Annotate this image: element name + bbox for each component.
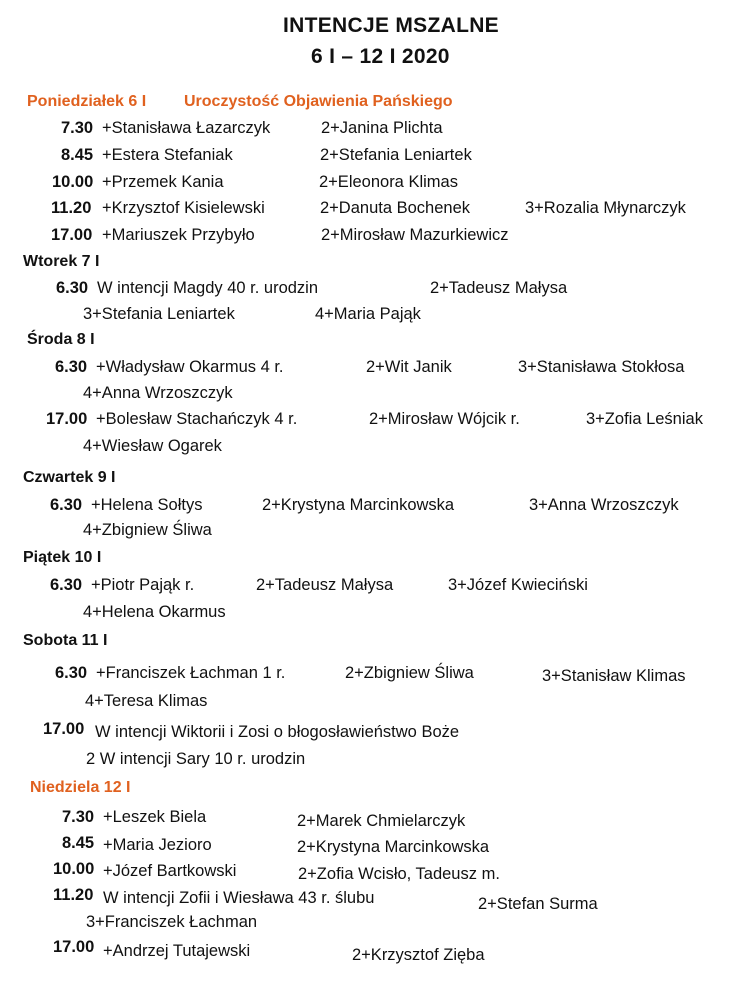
intention: 4+Teresa Klimas [85, 692, 208, 710]
mass-time: 8.45 [61, 146, 94, 164]
intention: +Władysław Okarmus 4 r. [96, 358, 284, 376]
intention: +Leszek Biela [103, 808, 207, 826]
intention: +Stanisława Łazarczyk [102, 119, 271, 137]
day-heading-sunday: Niedziela 12 I [30, 779, 131, 796]
intention: 3+Stanisława Stokłosa [518, 358, 685, 376]
intention: 2+Tadeusz Małysa [430, 279, 568, 297]
intention: 3+Franciszek Łachman [86, 913, 258, 931]
intention: 3+Zofia Leśniak [586, 410, 703, 428]
mass-time: 17.00 [46, 410, 88, 428]
mass-time: 6.30 [55, 664, 88, 682]
intention: +Piotr Pająk r. [91, 576, 195, 594]
intention: 3+Rozalia Młynarczyk [525, 199, 686, 217]
date-range: 6 I – 12 I 2020 [311, 45, 450, 68]
intention: +Helena Sołtys [91, 496, 203, 514]
mass-time: 8.45 [62, 834, 95, 852]
day-heading-thursday: Czwartek 9 I [23, 469, 116, 486]
intention: +Krzysztof Kisielewski [102, 199, 265, 217]
intention: 3+Stanisław Klimas [542, 667, 686, 685]
intention: 2+Marek Chmielarczyk [297, 812, 466, 830]
mass-time: 6.30 [55, 358, 88, 376]
intention: 2+Wit Janik [366, 358, 452, 376]
intention: 2+Eleonora Klimas [319, 173, 458, 191]
intention: W intencji Wiktorii i Zosi o błogosławieństwo Boże [95, 723, 460, 741]
day-heading-wednesday: Środa 8 I [27, 331, 95, 348]
mass-time: 7.30 [61, 119, 94, 137]
intention: +Andrzej Tutajewski [103, 942, 251, 960]
intention: 4+Anna Wrzoszczyk [83, 384, 233, 402]
day-heading-friday: Piątek 10 I [23, 549, 102, 566]
intention: 4+Zbigniew Śliwa [83, 521, 212, 539]
intention: 2+Tadeusz Małysa [256, 576, 394, 594]
intention: 2+Mirosław Wójcik r. [369, 410, 520, 428]
day-heading-saturday: Sobota 11 I [23, 632, 108, 649]
intention: +Józef Bartkowski [103, 862, 237, 880]
intention: 4+Maria Pająk [315, 305, 421, 323]
intention: 2+Stefania Leniartek [320, 146, 472, 164]
intention: +Franciszek Łachman 1 r. [96, 664, 286, 682]
intention: +Mariuszek Przybyło [102, 226, 255, 244]
intention: 4+Helena Okarmus [83, 603, 226, 621]
mass-time: 6.30 [56, 279, 89, 297]
intention: +Bolesław Stachańczyk 4 r. [96, 410, 298, 428]
intention: +Maria Jezioro [103, 836, 212, 854]
mass-time: 17.00 [51, 226, 93, 244]
mass-time: 10.00 [52, 173, 94, 191]
intention: 2+Stefan Surma [478, 895, 598, 913]
intention: 4+Wiesław Ogarek [83, 437, 222, 455]
document-title: INTENCJE MSZALNE [283, 14, 499, 37]
intention: 3+Józef Kwieciński [448, 576, 588, 594]
mass-time: 11.20 [51, 199, 92, 217]
intention: W intencji Magdy 40 r. urodzin [97, 279, 319, 297]
day-heading-tuesday: Wtorek 7 I [23, 253, 100, 270]
mass-time: 17.00 [43, 720, 85, 738]
day-heading-monday: Poniedziałek 6 I [27, 93, 147, 110]
mass-time: 11.20 [53, 886, 94, 904]
mass-time: 7.30 [62, 808, 95, 826]
mass-time: 6.30 [50, 576, 83, 594]
intention: 3+Anna Wrzoszczyk [529, 496, 679, 514]
mass-time: 17.00 [53, 938, 95, 956]
mass-time: 10.00 [53, 860, 95, 878]
intention: 2+Zbigniew Śliwa [345, 664, 474, 682]
intention: 2+Mirosław Mazurkiewicz [321, 226, 509, 244]
intention: 2 W intencji Sary 10 r. urodzin [86, 750, 306, 768]
intention: W intencji Zofii i Wiesława 43 r. ślubu [103, 889, 375, 907]
intention: 2+Krzysztof Zięba [352, 946, 485, 964]
intention: 2+Danuta Bochenek [320, 199, 470, 217]
intention: 3+Stefania Leniartek [83, 305, 235, 323]
intention: 2+Krystyna Marcinkowska [262, 496, 455, 514]
intention: 2+Krystyna Marcinkowska [297, 838, 490, 856]
intention: +Przemek Kania [102, 173, 224, 191]
intention: 2+Zofia Wcisło, Tadeusz m. [298, 865, 500, 883]
intention: +Estera Stefaniak [102, 146, 233, 164]
mass-time: 6.30 [50, 496, 83, 514]
intention: 2+Janina Plichta [321, 119, 443, 137]
feast-name: Uroczystość Objawienia Pańskiego [184, 93, 453, 110]
